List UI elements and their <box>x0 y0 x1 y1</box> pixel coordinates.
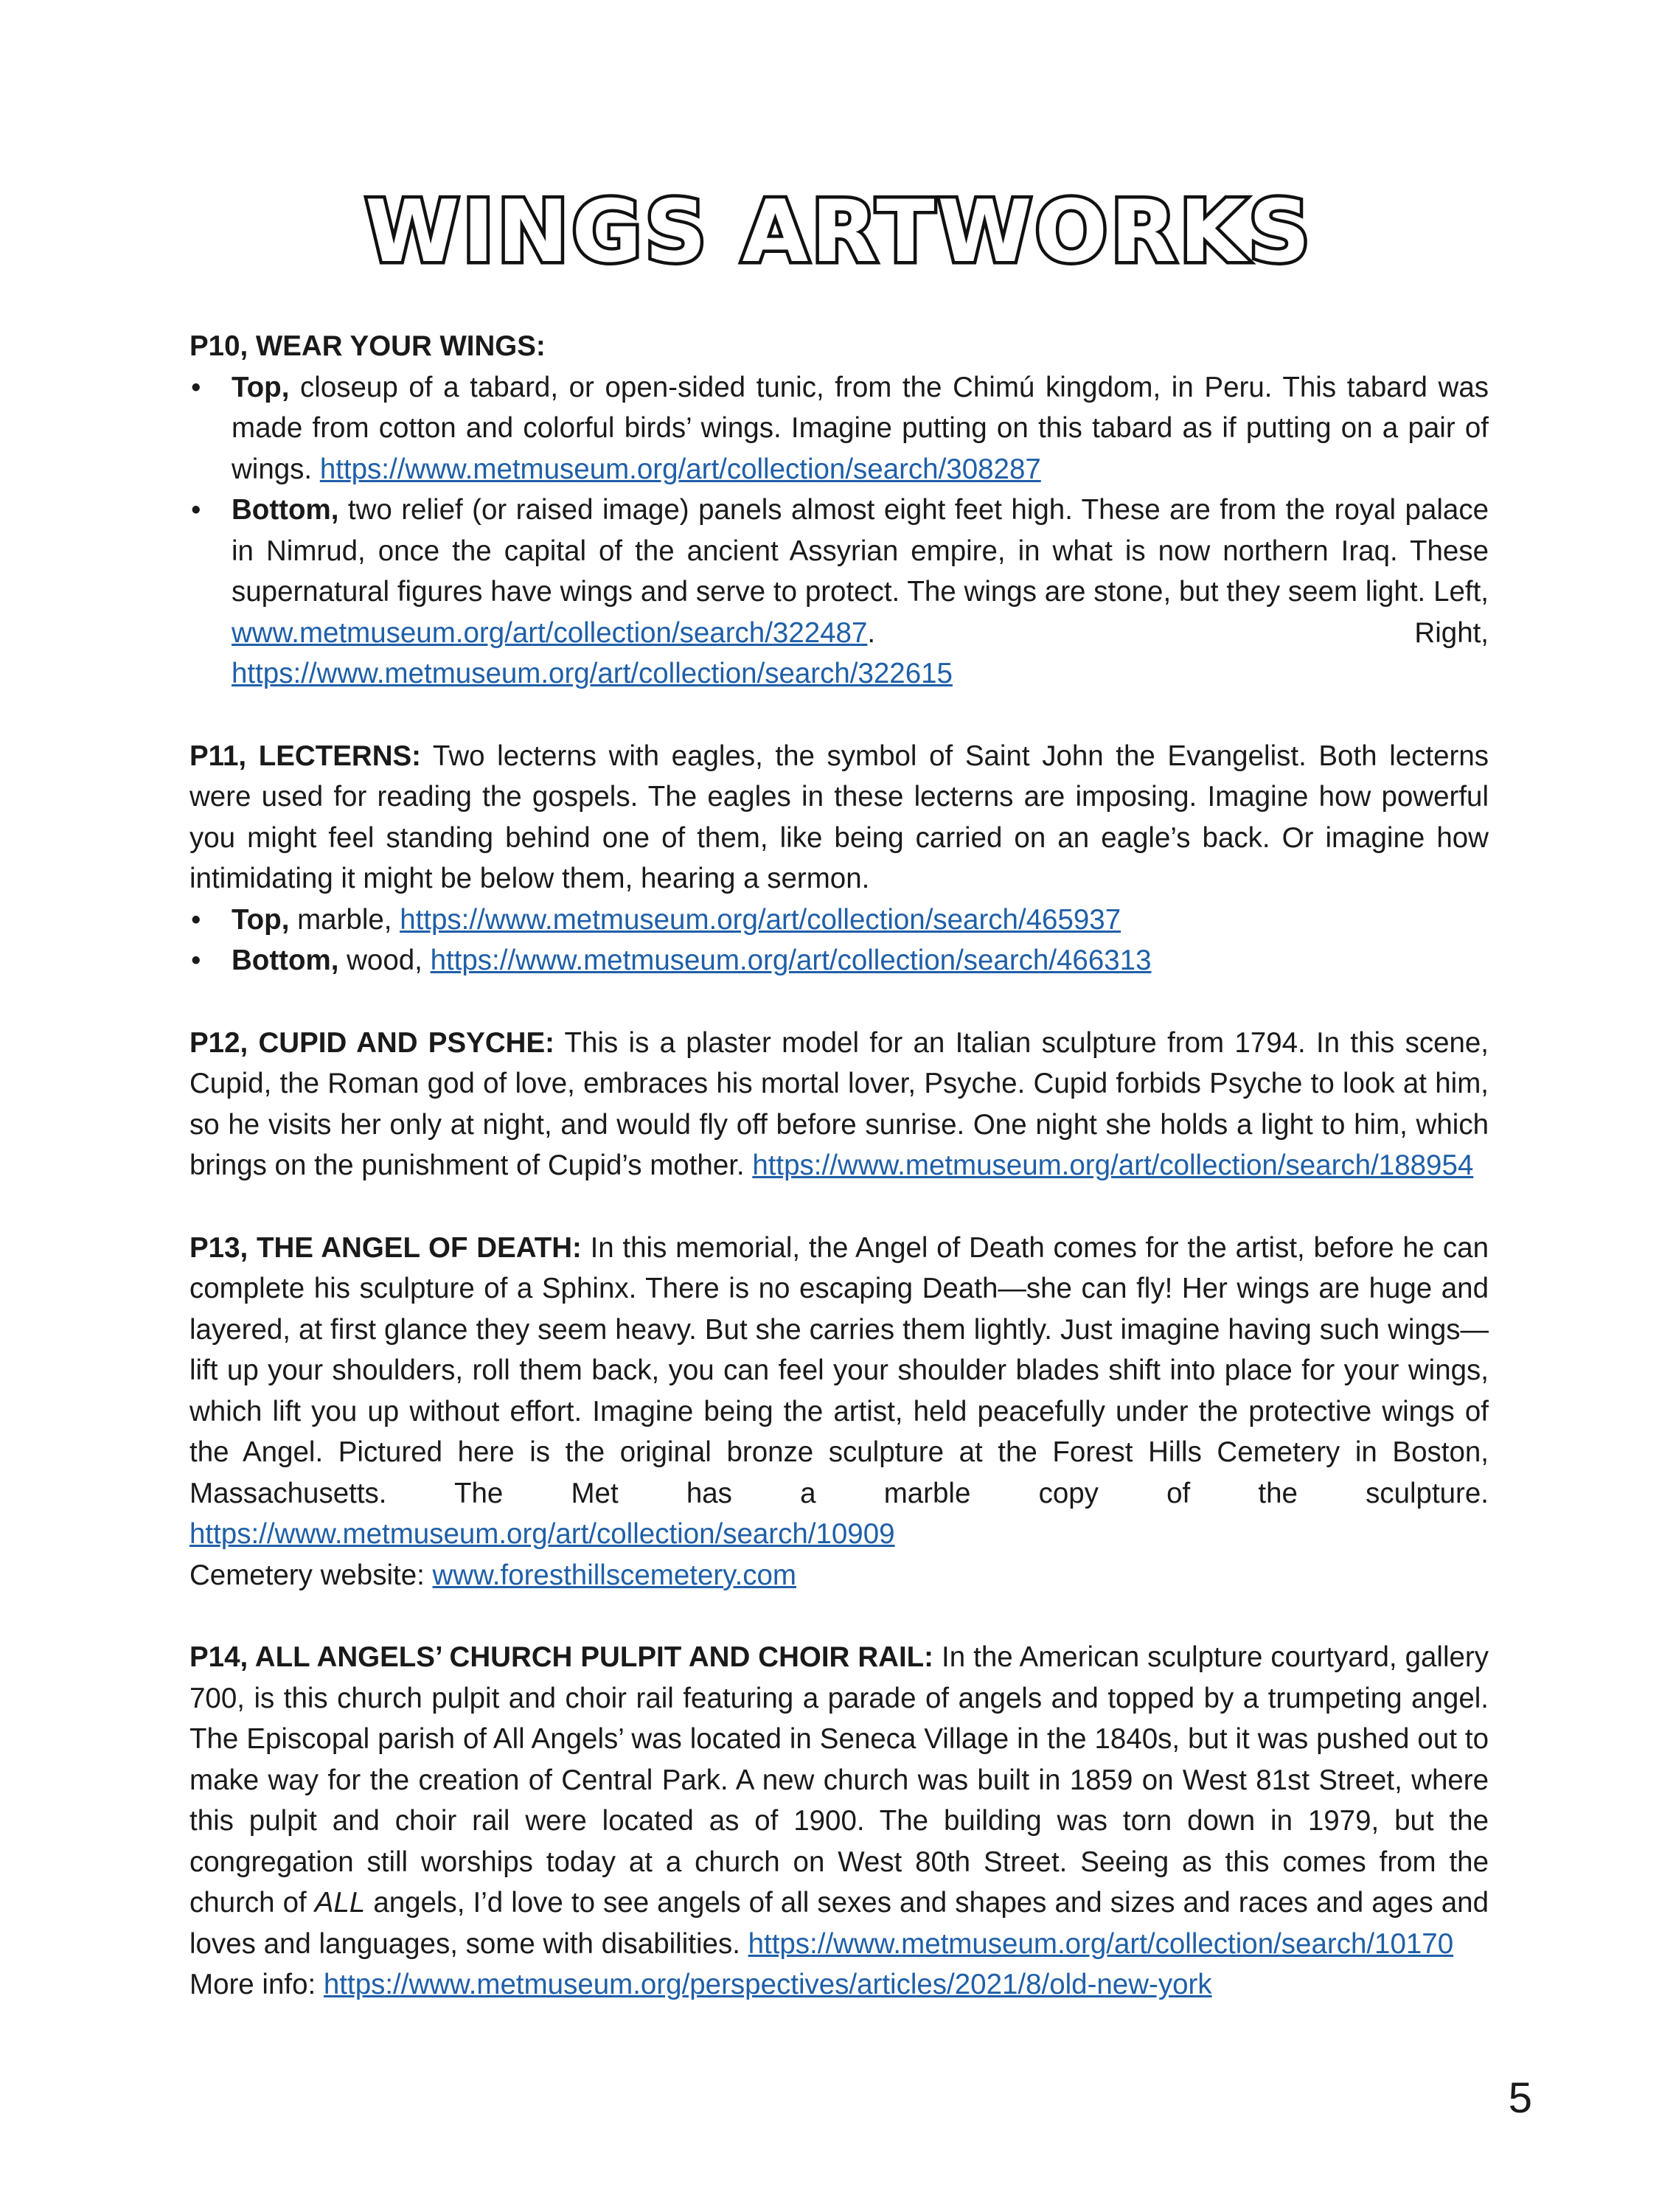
bullet-icon: • <box>191 945 201 976</box>
section-p11-paragraph <box>189 736 1489 900</box>
section-p10-list <box>189 367 1489 695</box>
section-p11-list <box>189 900 1489 981</box>
link-188954[interactable]: https://www.metmuseum.org/art/collection/search/188954 <box>752 1150 1474 1181</box>
item-text: wood, <box>338 945 431 976</box>
link-308287[interactable]: https://www.metmuseum.org/art/collection/search/308287 <box>319 453 1041 485</box>
link-466313[interactable]: https://www.metmuseum.org/art/collection/search/466313 <box>430 945 1152 976</box>
section-p12-heading: P12, CUPID AND PSYCHE: <box>189 1026 554 1059</box>
more-info-label: More info: <box>189 1969 324 2000</box>
bullet-icon: • <box>191 371 201 403</box>
section-p13 <box>189 1228 1489 1596</box>
more-info-line <box>189 1964 1489 2006</box>
section-p13-text: In this memorial, the Angel of Death comes for the artist, before he can complete his sculpture of a Sphinx. There is no escaping Death—she can fly! Her wings are huge and layered, at first glance they seem heavy. But she carries them lightly. Just imagine having such wings—lift up your shoulders, roll them back, you can feel your shoulder blades shift into place for your wings, which lift you up without effort. Imagine being the artist, held peacefully under the protective wings of the Angel. Pictured here is the original bronze sculpture at the Forest Hills Cemetery in Boston, Massachusetts. The Met has a marble copy of the sculpture. <box>189 1231 1489 1509</box>
section-p14-paragraph <box>189 1637 1489 1964</box>
item-label: Bottom, <box>232 494 339 526</box>
item-text-mid: . Right, <box>867 616 1489 649</box>
page-title: WINGS ARTWORKS <box>365 182 1313 282</box>
list-item <box>189 367 1489 490</box>
item-label: Bottom, <box>232 945 339 976</box>
list-item <box>189 900 1489 941</box>
link-465937[interactable]: https://www.metmuseum.org/art/collection/search/465937 <box>400 903 1121 936</box>
section-p14-text-b: angels, I’d love to see angels of all sexes and shapes and sizes and races and ages and loves and languages, some with disabilities. <box>189 1887 1489 1960</box>
item-label: Top, <box>232 903 290 936</box>
link-322487[interactable]: www.metmuseum.org/art/collection/search/322487 <box>232 616 868 649</box>
bullet-icon: • <box>191 494 201 526</box>
section-p10 <box>189 326 1489 695</box>
document-page <box>189 177 1489 2047</box>
cemetery-line <box>189 1555 1489 1596</box>
section-p14-emphasis: ALL <box>314 1887 366 1919</box>
section-p14 <box>189 1637 1489 2006</box>
section-p13-heading: P13, THE ANGEL OF DEATH: <box>189 1231 582 1264</box>
section-p14-text-a: In the American sculpture courtyard, gallery 700, is this church pulpit and choir rail featuring a parade of angels and topped by a trumpeting angel. The Episcopal parish of All Angels’ was located in Seneca Village in the 1840s, but it was pushed out to make way for the creation of Central Park. A new church was built in 1859 on West 81st Street, where this pulpit and choir rail were located as of 1900. The building was torn down in 1979, but the congregation still worships today at a church on West 80th Street. Seeing as this comes from the church of <box>189 1641 1489 1919</box>
link-10170[interactable]: https://www.metmuseum.org/art/collection/search/10170 <box>748 1927 1454 1960</box>
link-cemetery[interactable]: www.foresthillscemetery.com <box>432 1559 797 1591</box>
section-p13-paragraph <box>189 1228 1489 1555</box>
item-text: two relief (or raised image) panels almost eight feet high. These are from the royal palace in Nimrud, once the capital of the ancient Assyrian empire, in what is now northern Iraq. These supernatural figures have wings and serve to protect. The wings are stone, but they seem light. Left, <box>232 494 1489 608</box>
list-item <box>189 940 1489 981</box>
link-10909[interactable]: https://www.metmuseum.org/art/collection/search/10909 <box>189 1518 895 1550</box>
section-p11-text: Two lecterns with eagles, the symbol of Saint John the Evangelist. Both lecterns were used for reading the gospels. The eagles in these lecterns are imposing. Imagine how powerful you might feel standing behind one of them, like being carried on an eagle’s back. Or imagine how intimidating it might be below them, hearing a sermon. <box>189 740 1489 894</box>
cemetery-label: Cemetery website: <box>189 1559 433 1591</box>
section-p11-heading: P11, LECTERNS: <box>189 740 421 772</box>
page-number: 5 <box>1508 2074 1532 2122</box>
section-p14-heading: P14, ALL ANGELS’ CHURCH PULPIT AND CHOIR RAIL: <box>189 1641 933 1673</box>
item-label: Top, <box>232 371 290 403</box>
item-text: marble, <box>289 903 400 936</box>
section-p11 <box>189 736 1489 981</box>
link-322615[interactable]: https://www.metmuseum.org/art/collection/search/322615 <box>232 658 953 689</box>
section-p12 <box>189 1023 1489 1186</box>
item-text: closeup of a tabard, or open-sided tunic, from the Chimú kingdom, in Peru. This tabard was made from cotton and colorful birds’ wings. Imagine putting on this tabard as if putting on a pair of wings. <box>232 371 1489 485</box>
section-p10-heading: P10, WEAR YOUR WINGS: <box>189 330 546 362</box>
bullet-icon: • <box>191 903 201 936</box>
link-old-new-york[interactable]: https://www.metmuseum.org/perspectives/articles/2021/8/old-new-york <box>323 1969 1212 2000</box>
list-item <box>189 490 1489 695</box>
section-p12-text: This is a plaster model for an Italian sculpture from 1794. In this scene, Cupid, the Roman god of love, embraces his mortal lover, Psyche. Cupid forbids Psyche to look at him, so he visits her only at night, and would fly off before sunrise. One night she holds a light to him, which brings on the punishment of Cupid’s mother. <box>189 1026 1489 1181</box>
